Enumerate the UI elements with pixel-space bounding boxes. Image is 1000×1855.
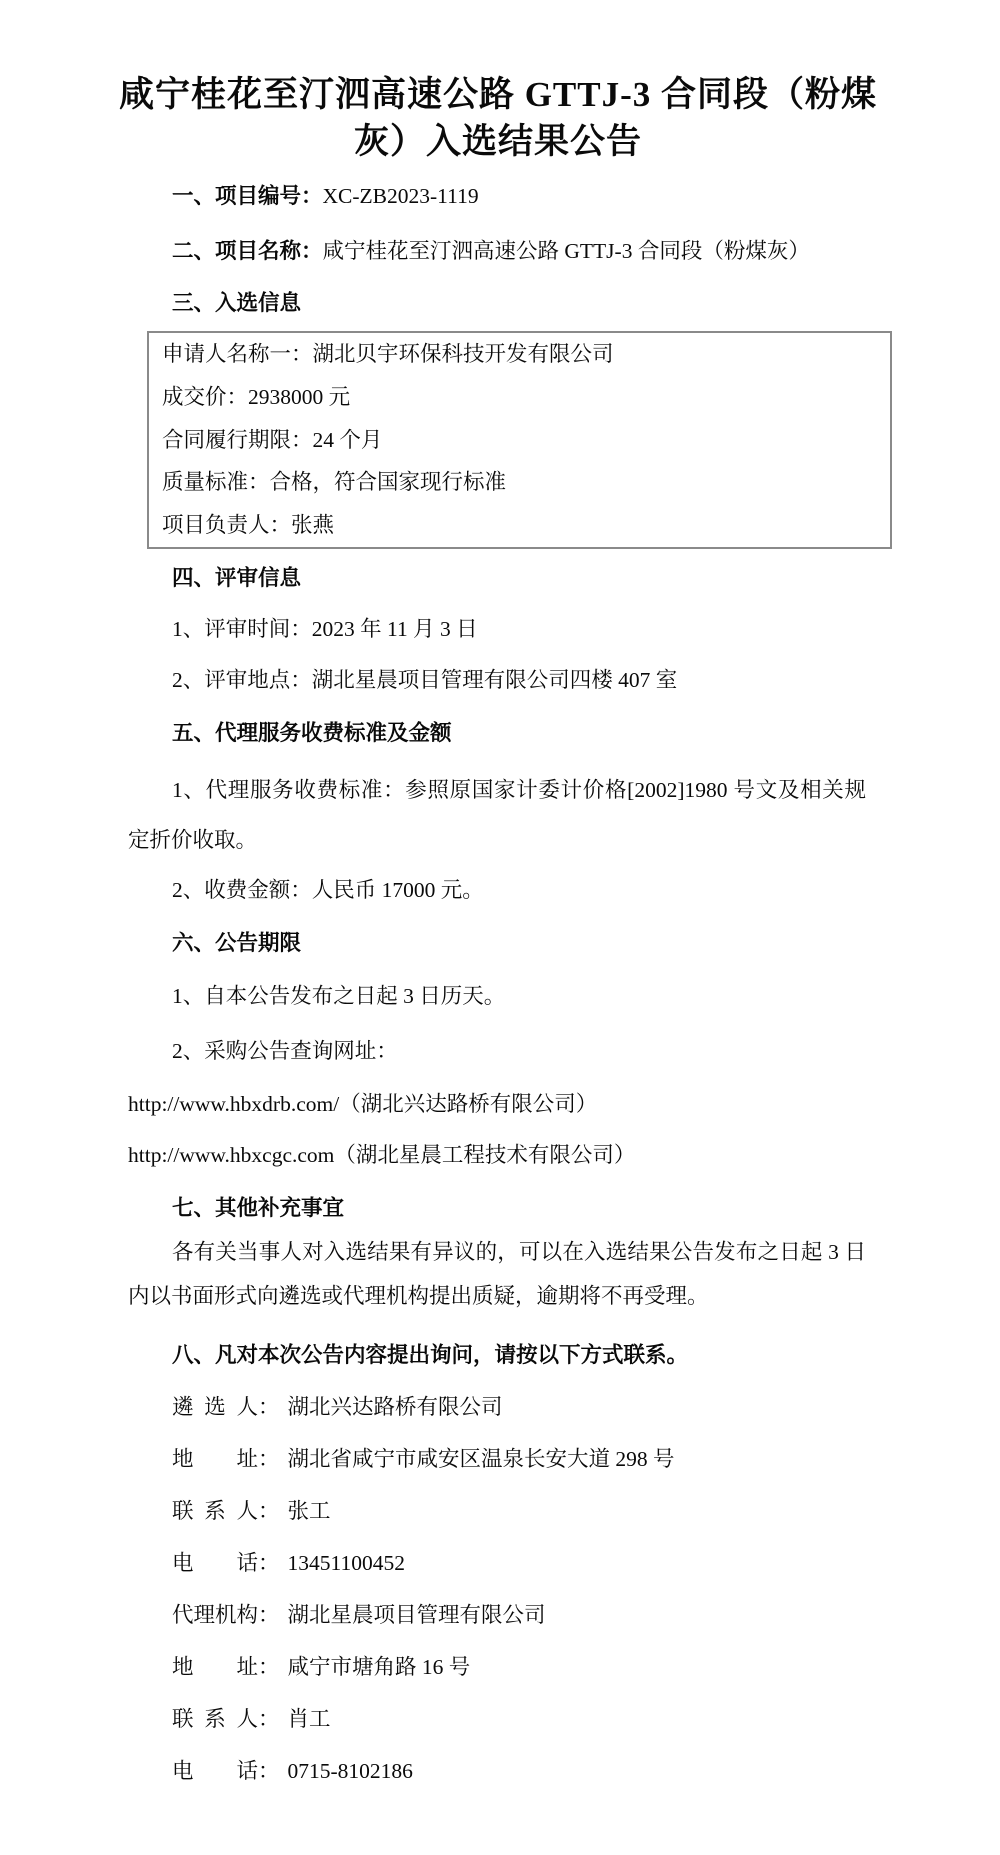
section-heading-contact: 八、凡对本次公告内容提出询问，请按以下方式联系。 [172, 1342, 689, 1367]
table-row-project-manager: 项目负责人：张燕 [162, 513, 335, 538]
contact-value: 湖北星晨项目管理有限公司 [287, 1602, 546, 1627]
section-heading-agency-fee: 五、代理服务收费标准及金额 [172, 720, 452, 745]
contact-value: 湖北省咸宁市咸安区温泉长安大道 298 号 [287, 1446, 675, 1471]
project-number-label: 一、项目编号： [172, 184, 323, 208]
review-time-line: 1、评审时间：2023 年 11 月 3 日 [172, 616, 478, 641]
contact-line-agency-phone [128, 1749, 866, 1793]
contact-line-selector-address [128, 1437, 866, 1481]
contact-line-selector-person [128, 1489, 866, 1533]
contact-label: 电 话： [172, 1758, 280, 1783]
project-name-line [128, 229, 866, 273]
announcement-url-2: http://www.hbxcgc.com（湖北星晨工程技术有限公司） [128, 1142, 636, 1167]
contact-value: 13451100452 [287, 1550, 405, 1575]
contact-value: 湖北兴达路桥有限公司 [287, 1394, 503, 1419]
contact-label: 电 话： [172, 1550, 280, 1575]
section-heading-other-matters: 七、其他补充事宜 [172, 1195, 345, 1220]
contact-value: 咸宁市塘角路 16 号 [287, 1654, 471, 1679]
contact-line-agency-person [128, 1697, 866, 1741]
contact-label: 联 系 人： [172, 1706, 280, 1731]
announcement-url-1: http://www.hbxdrb.com/（湖北兴达路桥有限公司） [128, 1091, 598, 1116]
contact-label: 地 址： [172, 1654, 280, 1679]
contact-line-selector-phone [128, 1541, 866, 1585]
agency-fee-amount-line: 2、收费金额：人民币 17000 元。 [172, 877, 484, 902]
contact-label: 遴 选 人： [172, 1394, 280, 1419]
other-matters-body: 各有关当事人对入选结果有异议的，可以在入选结果公告发布之日起 3 日内以书面形式向遴选或代理机构提出质疑，逾期将不再受理。 [128, 1239, 866, 1308]
section-heading-selection-info: 三、入选信息 [172, 291, 302, 315]
table-row-applicant: 申请人名称一：湖北贝宇环保科技开发有限公司 [162, 342, 614, 366]
contact-value: 肖工 [287, 1706, 331, 1731]
contact-line-selector [128, 1385, 866, 1429]
document-title [95, 71, 901, 165]
project-name-label: 二、项目名称： [172, 239, 323, 263]
project-number-line [128, 174, 866, 218]
project-name-value: 咸宁桂花至汀泗高速公路 GTTJ-3 合同段（粉煤灰） [322, 239, 810, 263]
contact-line-agency [128, 1593, 866, 1637]
document-title-line-2: 灰）入选结果公告 [353, 122, 642, 161]
selection-info-table [147, 331, 892, 549]
contact-label: 联 系 人： [172, 1498, 280, 1523]
contact-line-agency-address [128, 1645, 866, 1689]
table-row-deal-price: 成交价：2938000 元 [162, 384, 351, 409]
document-title-line-1: 咸宁桂花至汀泗高速公路 GTTJ-3 合同段（粉煤 [118, 75, 878, 114]
project-number-value: XC-ZB2023-1119 [322, 184, 479, 208]
announcement-url-intro-line: 2、采购公告查询网址： [172, 1038, 398, 1063]
table-row-quality-standard: 质量标准：合格，符合国家现行标准 [162, 470, 507, 495]
table-row-contract-duration: 合同履行期限：24 个月 [162, 427, 383, 452]
contact-label: 地 址： [172, 1446, 280, 1471]
contact-value: 张工 [287, 1498, 331, 1523]
section-heading-review-info: 四、评审信息 [172, 565, 302, 590]
section-heading-announcement-period: 六、公告期限 [172, 930, 302, 955]
review-location-line: 2、评审地点：湖北星晨项目管理有限公司四楼 407 室 [172, 667, 678, 692]
announcement-period-line: 1、自本公告发布之日起 3 日历天。 [172, 983, 506, 1008]
agency-fee-standard-line: 1、代理服务收费标准：参照原国家计委计价格[2002]1980 号文及相关规定折价收取。 [128, 777, 866, 852]
contact-label: 代理机构： [172, 1602, 280, 1627]
contact-value: 0715-8102186 [287, 1758, 413, 1783]
